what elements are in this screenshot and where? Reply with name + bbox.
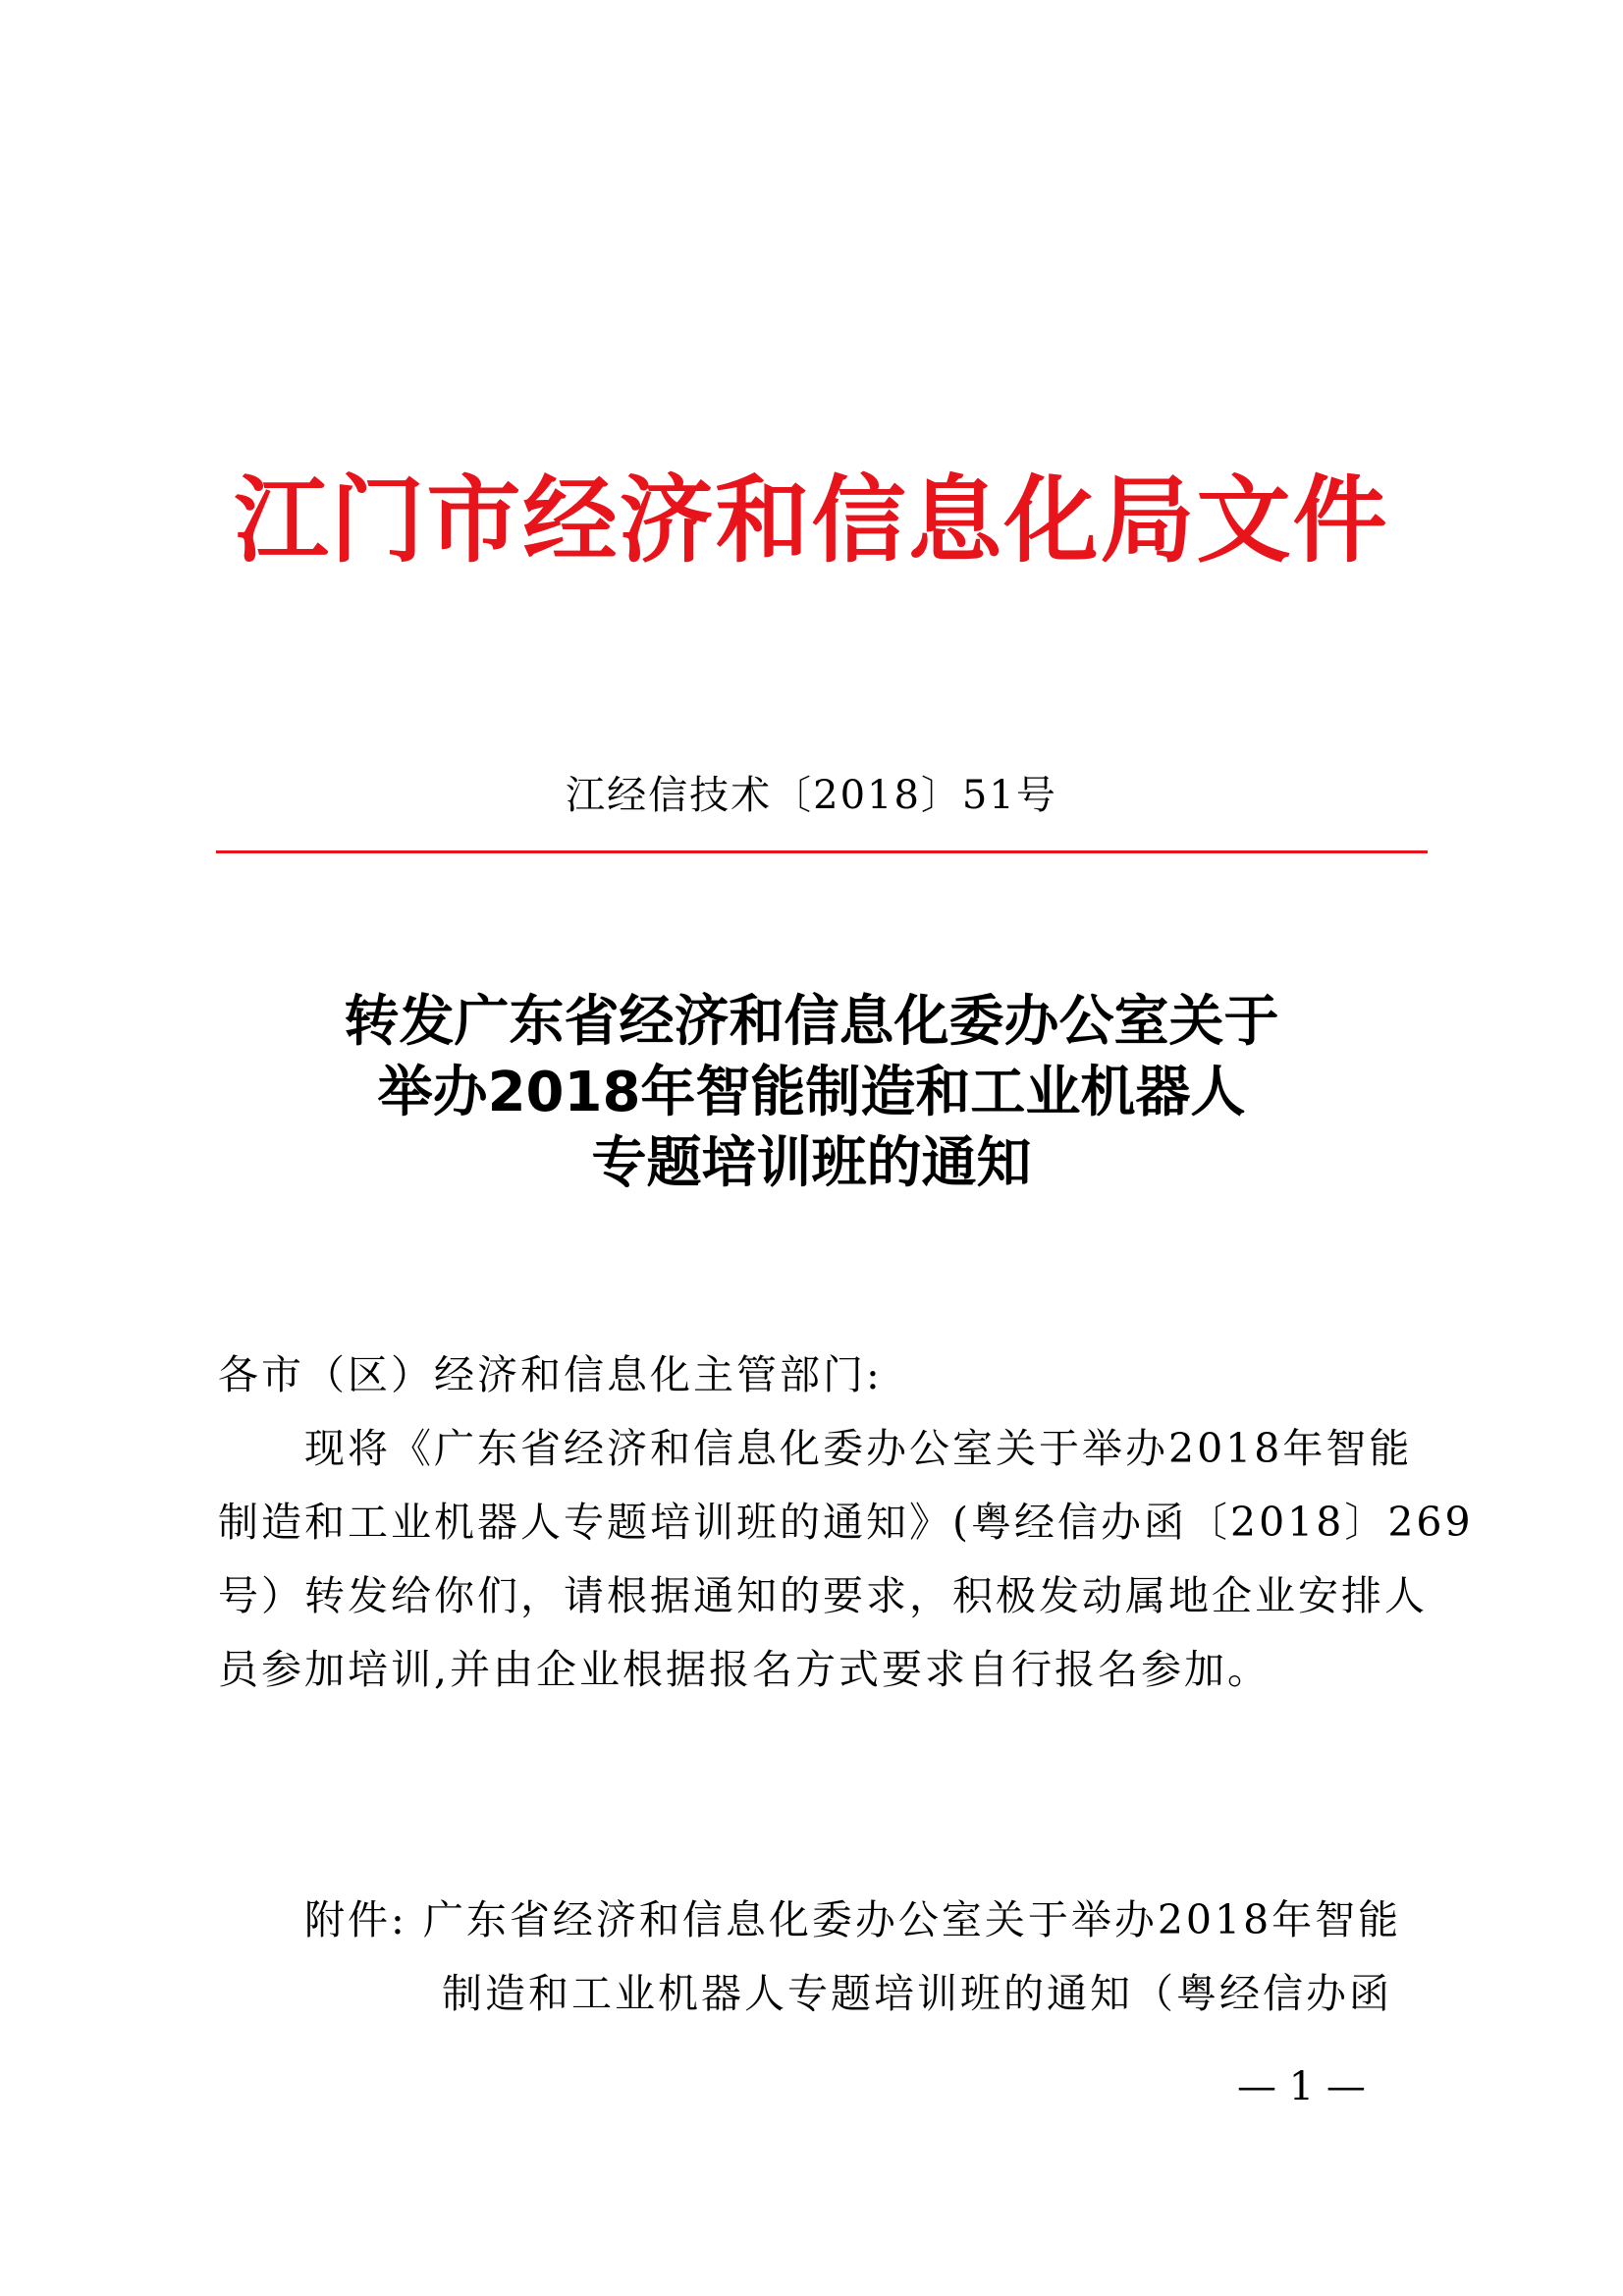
title-line-2: 举办2018年智能制造和工业机器人 [377,1061,1246,1124]
paragraph-line-3: 号）转发给你们，请根据通知的要求，积极发动属地企业安排人 [218,1572,1428,1619]
page-number: — 1 — [1237,2064,1366,2109]
attachment-line-1: 附件: 广东省经济和信息化委办公室关于举办2018年智能 [304,1896,1402,1943]
title-line-3: 专题培训班的通知 [591,1131,1032,1195]
title-line-1: 转发广东省经济和信息化委办公室关于 [344,990,1279,1054]
document-title [0,987,1623,1199]
salutation: 各市（区）经济和信息化主管部门: [218,1351,883,1398]
paragraph-line-1: 现将《广东省经济和信息化委办公室关于举办2018年智能 [304,1425,1413,1472]
document-number: 江经信技术〔2018〕51号 [566,773,1057,818]
paragraph-line-4: 员参加培训,并由企业根据报名方式要求自行报名参加。 [218,1646,1271,1693]
issuer-masthead: 江门市经济和信息化局文件 [234,465,1389,575]
paragraph-line-2: 制造和工业机器人专题培训班的通知》(粤经信办函〔2018〕269 [218,1499,1474,1546]
attachment-line-2: 制造和工业机器人专题培训班的通知（粤经信办函 [442,1970,1392,2017]
red-divider-line [216,850,1428,853]
